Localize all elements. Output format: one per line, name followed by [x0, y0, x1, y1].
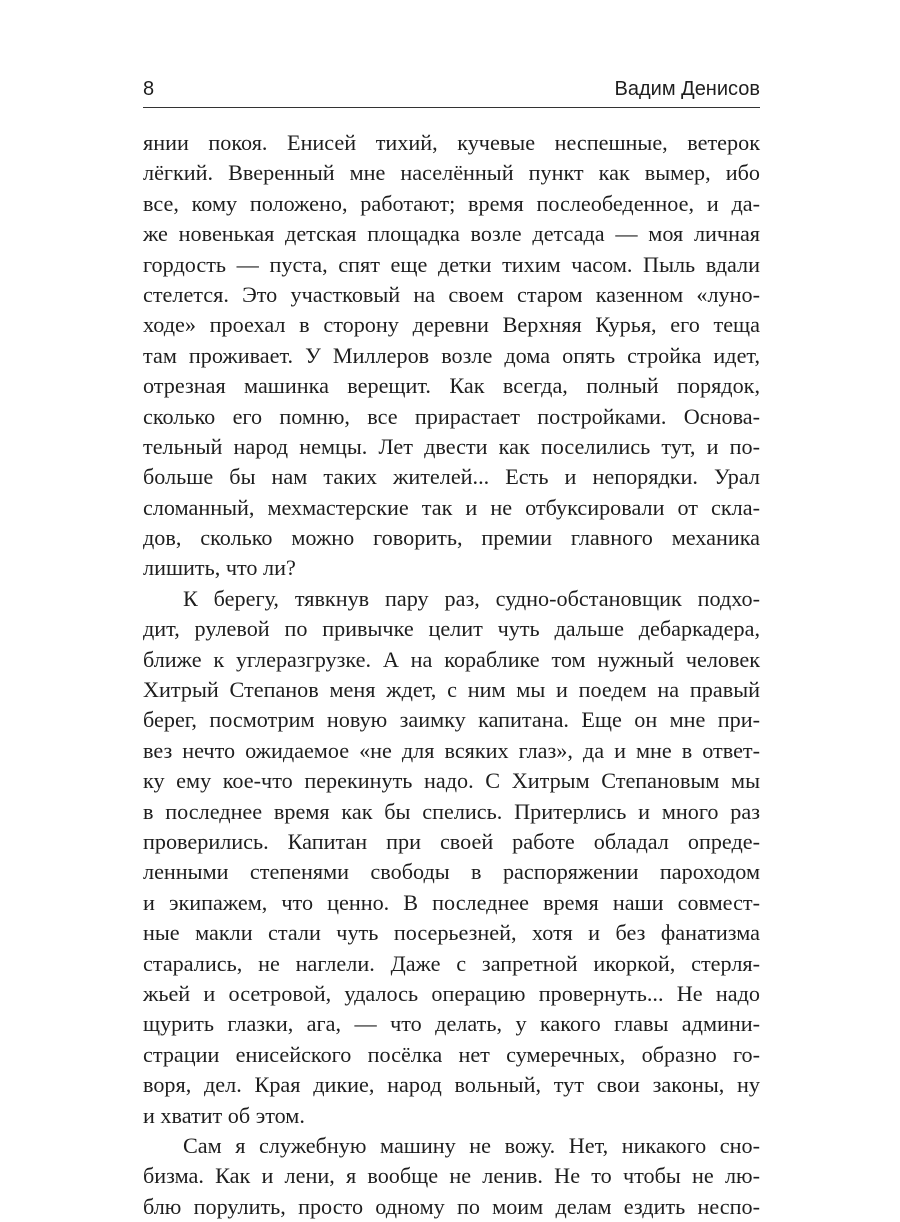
text-line: гордость — пуста, спят еще детки тихим часом. Пыль вдали — [143, 251, 760, 277]
text-line: К берегу, тявкнув пару раз, судно-обстановщик подхо- — [183, 585, 760, 611]
text-line: Хитрый Степанов меня ждет, с ним мы и поедем на правый — [143, 677, 760, 703]
text-line: и хватит об этом. — [143, 1102, 305, 1128]
text-line: дов, сколько можно говорить, премии главного механика — [143, 525, 760, 551]
text-line: ные макли стали чуть посерьезней, хотя и без фанатизма — [143, 920, 760, 946]
text-line: вез нечто ожидаемое «не для всяких глаз», да и мне в ответ- — [143, 737, 760, 763]
text-line: тельный народ немцы. Лет двести как поселились тут, и по- — [143, 433, 760, 459]
text-line: ку ему кое-что перекинуть надо. С Хитрым Степановым мы — [143, 768, 760, 794]
text-line: янии покоя. Енисей тихий, кучевые неспешные, ветерок — [143, 130, 760, 155]
text-line: лишить, что ли? — [143, 555, 296, 581]
paragraph — [143, 584, 760, 1131]
text-line: же новенькая детская площадка возле детсада — моя личная — [143, 221, 760, 247]
text-line: сломанный, мехмастерские так и не отбуксировали от скла- — [143, 494, 760, 520]
text-line: ходе» проехал в сторону деревни Верхняя Курья, его теща — [143, 312, 760, 338]
text-line: старались, не наглели. Даже с запретной икоркой, стерля- — [143, 950, 760, 976]
running-head-author: Вадим Денисов — [614, 78, 760, 100]
text-line: в последнее время как бы спелись. Притерлись и много раз — [143, 798, 760, 824]
text-line: блю порулить, просто одному по моим делам ездить неспо- — [143, 1193, 760, 1219]
text-line: лёгкий. Вверенный мне населённый пункт как вымер, ибо — [143, 160, 760, 186]
text-line: все, кому положено, работают; время послеобеденное, и да- — [143, 190, 760, 216]
text-line: стелется. Это участковый на своем старом казенном «луно- — [143, 281, 760, 307]
text-line: жьей и осетровой, удалось операцию провернуть... Не надо — [143, 980, 760, 1006]
paragraph — [143, 128, 760, 584]
text-line: бизма. Как и лени, я вообще не ленив. Не то чтобы не лю- — [143, 1163, 760, 1189]
paragraph — [143, 1131, 760, 1222]
text-line: страции енисейского посёлка нет сумеречных, образно го- — [143, 1041, 760, 1067]
text-line: больше бы нам таких жителей... Есть и непорядки. Урал — [143, 464, 760, 490]
running-head — [143, 78, 760, 100]
header-rule — [143, 107, 760, 108]
text-line: сколько его помню, все прирастает постройками. Основа- — [143, 403, 760, 429]
text-line: проверились. Капитан при своей работе обладал опреде- — [143, 828, 760, 854]
body-text — [143, 128, 760, 1222]
text-line: Сам я служебную машину не вожу. Нет, никакого сно- — [183, 1132, 760, 1158]
text-line: ближе к углеразгрузке. А на кораблике том нужный человек — [143, 646, 760, 672]
text-line: там проживает. У Миллеров возле дома опять стройка идет, — [143, 342, 760, 368]
text-line: щурить глазки, ага, — что делать, у какого главы админи- — [143, 1011, 760, 1037]
text-line: ленными степенями свободы в распоряжении пароходом — [143, 859, 760, 885]
text-line: отрезная машинка верещит. Как всегда, полный порядок, — [143, 373, 760, 399]
text-line: воря, дел. Края дикие, народ вольный, тут свои законы, ну — [143, 1072, 760, 1098]
text-line: берег, посмотрим новую заимку капитана. Еще он мне при- — [143, 707, 760, 733]
text-line: дит, рулевой по привычке целит чуть дальше дебаркадера, — [143, 616, 760, 642]
text-line: и экипажем, что ценно. В последнее время наши совмест- — [143, 889, 760, 915]
page-number: 8 — [143, 78, 155, 100]
